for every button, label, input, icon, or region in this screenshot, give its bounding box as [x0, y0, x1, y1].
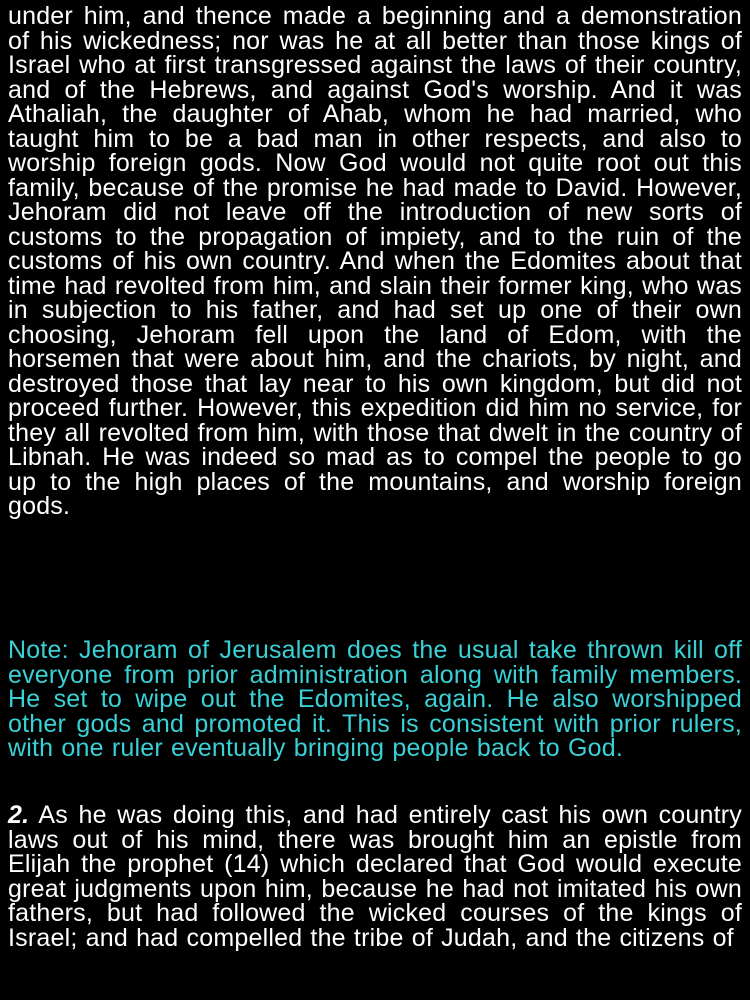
- main-paragraph: under him, and thence made a beginning and a demonstration of his wickedness; nor was he at all better than those kings of Israel who at first transgressed against the laws of their country, and of the Hebrews, and against God's worship. And it was Athaliah, the daughter of Ahab, whom he had married, who taught him to be a bad man in other respects, and also to worship foreign gods. Now God would not quite root out this family, because of the promise he had made to David. However, Jehoram did not leave off the introduction of new sorts of customs to the propagation of impiety, and to the ruin of the customs of his own country. And when the Edomites about that time had revolted from him, and slain their former king, who was in subjection to his father, and had set up one of their own choosing, Jehoram fell upon the land of Edom, with the horsemen that were about him, and the chariots, by night, and destroyed those that lay near to his own kingdom, but did not proceed further. However, this expedition did him no service, for they all revolted from him, with those that dwelt in the country of Libnah. He was indeed so mad as to compel the people to go up to the high places of the mountains, and worship foreign gods.: [8, 2, 742, 520]
- section-text: As he was doing this, and had entirely cast his own country laws out of his mind, there was brought him an epistle from Elijah the prophet (14) which declared that God would execute great judgments upon him, because he had not imitated his own fathers, but had followed the wicked courses of the kings of Israel; and had compelled the tribe of Judah, and the citizens of: [8, 801, 742, 952]
- section-number: 2.: [8, 801, 30, 829]
- note-paragraph: Note: Jehoram of Jerusalem does the usual take thrown kill off everyone from prior administration along with family members. He set to wipe out the Edomites, again. He also worshipped other gods and promoted it. This is consistent with prior rulers, with one ruler eventually bringing people back to God.: [8, 636, 742, 762]
- section-paragraph: [0, 803, 750, 950]
